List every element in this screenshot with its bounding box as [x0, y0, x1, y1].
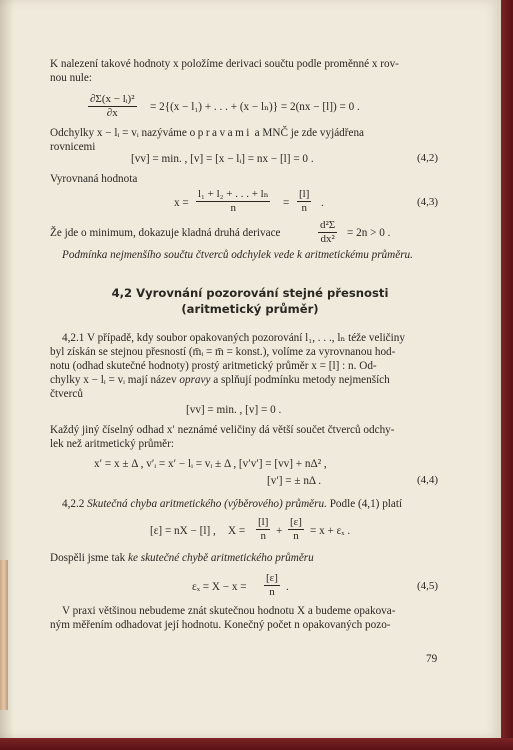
derivative-fraction: $\frac{\text{∂Σ(x − lᵢ)²}}{\partial x}$	[90, 93, 135, 119]
text-line: Odchylky x − lᵢ = vᵢ nazýváme opravami a MNČ je zde vyjádřena	[50, 127, 365, 139]
text-line: 4,2.1 V případě, kdy soubor opakovaných pozorování l₁, . . ., lₙ téže veličiny	[62, 332, 405, 344]
equals-sign: =	[283, 197, 290, 209]
text-line: 4,2.2 Skutečná chyba aritmetického (výběrového) průměru. Podle (4,1) platí	[62, 498, 403, 510]
text-line: lek než aritmetický průměr:	[50, 438, 174, 450]
period: .	[321, 197, 324, 209]
mean-fraction: $\frac{\text{l₁ + l₂ + . . . + lₙ}}{n}$	[198, 188, 269, 214]
text-line: = 2n > 0 .	[347, 227, 391, 239]
equation-error-a: [ε] = nX − [l] ,	[150, 525, 216, 537]
equation-number: (4,3)	[417, 196, 439, 208]
text-line: Každý jiný číselný odhad x′ neznámé veličiny dá větší součet čtverců odchy-	[50, 424, 395, 436]
fraction: $\frac{[\varepsilon]}{n}$	[290, 516, 302, 542]
period: .	[286, 581, 289, 593]
equation-vv: [vv] = min. , [v] = 0 .	[186, 404, 282, 416]
text-line: chylky x − lᵢ = vᵢ mají název opravy a splňují podmínku metody nejmenších	[50, 374, 390, 386]
fraction: $\frac{[\varepsilon]}{n}$	[266, 572, 278, 598]
text-line: nou nule:	[50, 72, 92, 84]
equation-4-4-a: x′ = x ± Δ , v′ᵢ = x′ − lᵢ = vᵢ ± Δ , [v′v′] = [vv] + nΔ² ,	[94, 458, 327, 470]
text-line: čtverců	[50, 388, 83, 400]
equation-4-2: [vv] = min. , [v] = [x − lᵢ] = nx − [l] = 0 .	[131, 153, 314, 165]
section-subheading: (aritmetický průměr)	[181, 302, 319, 316]
section-heading: 4,2 Vyrovnání pozorování stejné přesnosti	[111, 286, 389, 300]
equation-error-rest: = x + εₓ .	[310, 525, 351, 537]
book-cover-edge-bottom	[0, 738, 513, 750]
text-line: Dospěli jsme tak ke skutečné chybě aritmetického průměru	[50, 552, 314, 564]
equation-4-4-b: [v′] = ± nΔ .	[267, 475, 322, 487]
book-cover-edge	[501, 0, 513, 750]
italic-statement: Podmínka nejmenšího součtu čtverců odchylek vede k aritmetickému průměru.	[62, 249, 413, 261]
mean-bracket-fraction: $\frac{[l]}{n}$	[299, 188, 310, 214]
text-line: V praxi většinou nebudeme znát skutečnou hodnotu X a budeme opakova-	[62, 605, 396, 617]
equation-number: (4,2)	[417, 152, 439, 164]
text-line: ným měřením odhadovat její hodnotu. Konečný počet n opakovaných pozo-	[50, 619, 391, 631]
equation-derivative: = 2{(x − l₁) + . . . + (x − lₙ)} = 2(nx − [l]) = 0 .	[150, 101, 360, 113]
second-derivative-fraction: $\frac{\text{d²Σ}}{\text{dx²}}$	[320, 219, 336, 245]
page-number: 79	[426, 653, 438, 665]
text-line: notu (odhad skutečné hodnoty) prostý aritmetický průměr x = [l] : n. Od-	[50, 360, 377, 372]
equation-4-3-lhs: x =	[174, 197, 189, 209]
text-line: rovnicemi	[50, 141, 96, 153]
equation-error-b: X =	[228, 525, 246, 537]
text-line: Že jde o minimum, dokazuje kladná druhá derivace	[50, 227, 281, 239]
equation-number: (4,5)	[417, 580, 439, 592]
bookmark-ribbon	[0, 560, 8, 710]
equation-4-5: εₓ = X − x =	[192, 581, 247, 593]
text-line: K nalezení takové hodnoty x položíme derivaci součtu podle proměnné x rov-	[50, 58, 399, 70]
fraction: $\frac{[l]}{n}$	[258, 516, 269, 542]
text-line: Vyrovnaná hodnota	[50, 173, 138, 185]
text-line: byl získán se stejnou přesností (m̄ᵢ = m̄ = konst.), volíme za vyrovnanou hod-	[50, 346, 396, 358]
equation-number: (4,4)	[417, 474, 439, 486]
plus-sign: +	[276, 525, 283, 537]
